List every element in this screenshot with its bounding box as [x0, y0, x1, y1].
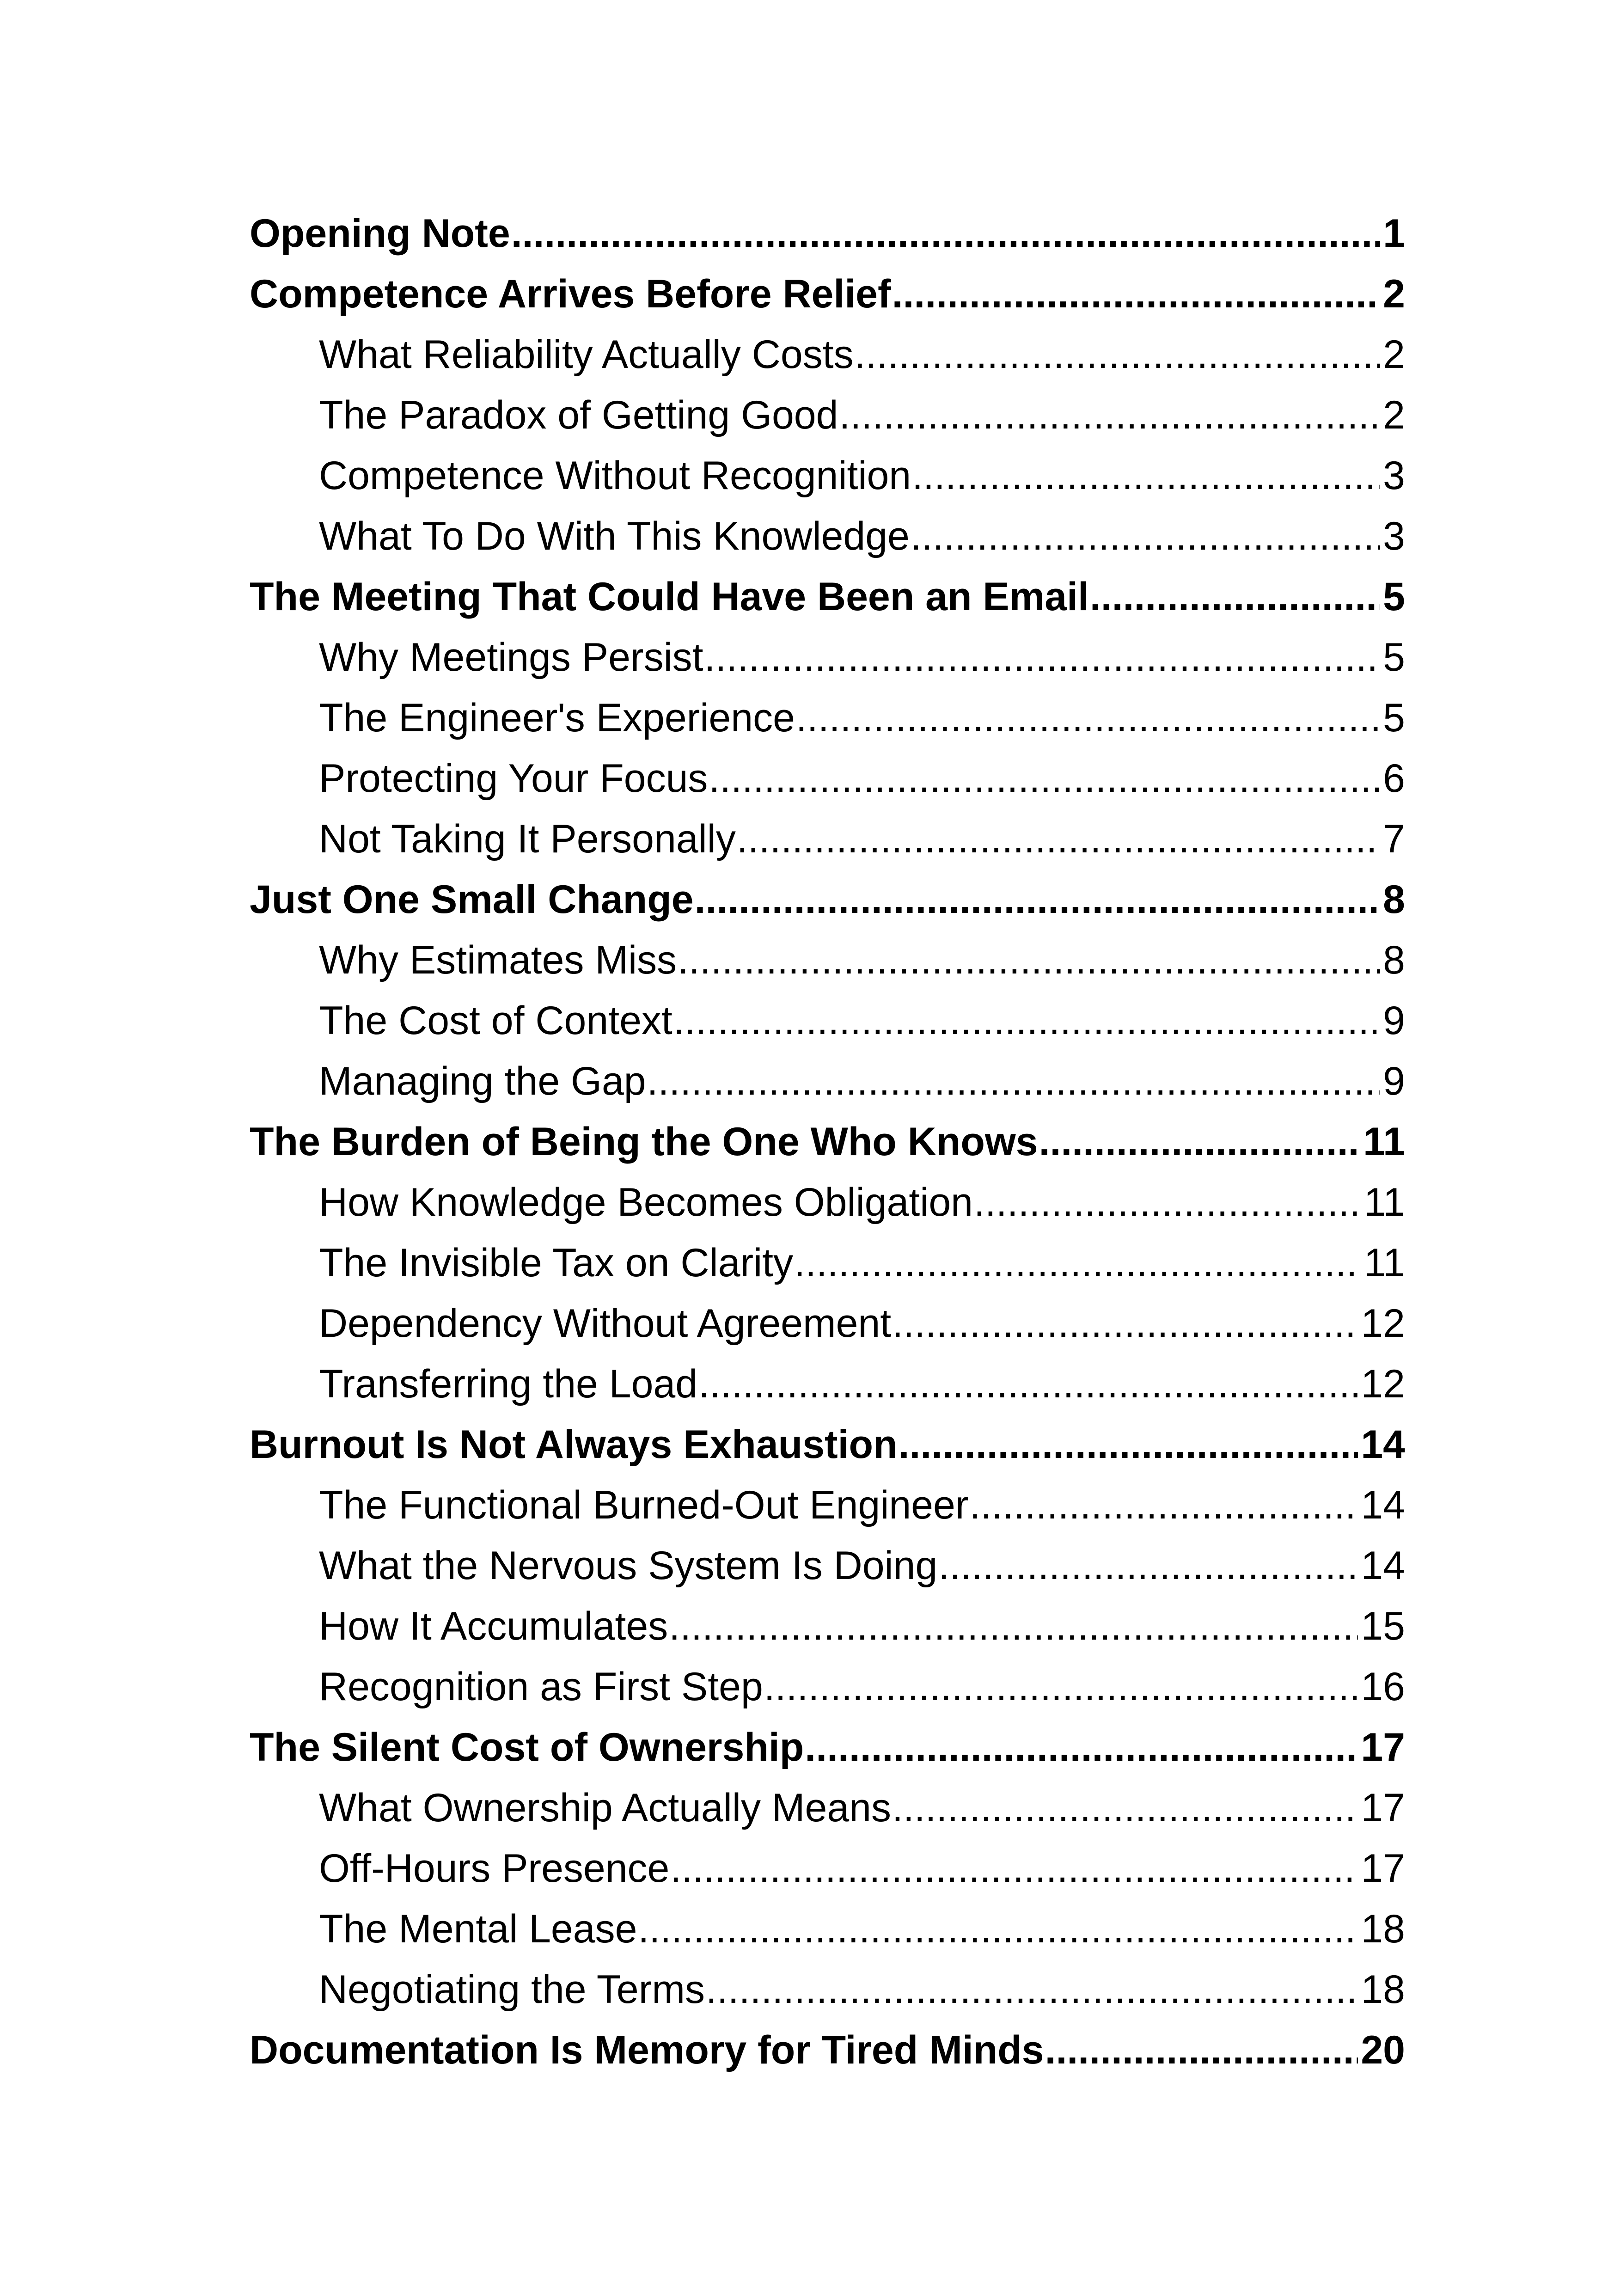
table-of-contents	[250, 203, 1405, 2081]
toc-dot-leader	[764, 1657, 1358, 1717]
toc-section-entry[interactable]	[250, 385, 1405, 446]
toc-dot-leader	[899, 1414, 1358, 1475]
toc-entry-title: The Meeting That Could Have Been an Email	[250, 575, 1089, 619]
toc-entry-title: The Functional Burned-Out Engineer	[319, 1483, 969, 1527]
toc-dot-leader	[1045, 2020, 1358, 2081]
toc-entry-page-number: 7	[1383, 817, 1405, 861]
toc-entry-page-number: 12	[1361, 1301, 1405, 1346]
toc-section-entry[interactable]	[250, 1959, 1405, 2020]
toc-dot-leader	[709, 748, 1380, 809]
toc-dot-leader	[704, 627, 1381, 688]
toc-section-entry[interactable]	[250, 1778, 1405, 1838]
toc-dot-leader	[938, 1536, 1358, 1596]
toc-section-entry[interactable]	[250, 1051, 1405, 1112]
toc-dot-leader	[678, 930, 1380, 991]
toc-chapter-entry[interactable]	[250, 203, 1405, 264]
toc-entry-title: Why Estimates Miss	[319, 938, 677, 982]
toc-section-entry[interactable]	[250, 446, 1405, 506]
toc-entry-page-number: 12	[1361, 1362, 1405, 1406]
toc-entry-page-number: 11	[1363, 1120, 1405, 1164]
toc-dot-leader	[892, 1293, 1358, 1354]
toc-entry-title: Opening Note	[250, 211, 510, 256]
toc-entry-page-number: 15	[1361, 1604, 1405, 1648]
toc-section-entry[interactable]	[250, 1657, 1405, 1717]
toc-entry-title: Competence Without Recognition	[319, 453, 911, 498]
toc-entry-page-number: 2	[1383, 332, 1405, 377]
toc-entry-title: Protecting Your Focus	[319, 756, 708, 801]
toc-entry-title: Negotiating the Terms	[319, 1967, 705, 2012]
toc-section-entry[interactable]	[250, 688, 1405, 748]
toc-section-entry[interactable]	[250, 1536, 1405, 1596]
toc-chapter-entry[interactable]	[250, 567, 1405, 627]
toc-dot-leader	[839, 385, 1380, 446]
toc-dot-leader	[511, 203, 1380, 264]
toc-dot-leader	[855, 325, 1381, 385]
toc-chapter-entry[interactable]	[250, 1414, 1405, 1475]
toc-entry-page-number: 18	[1361, 1967, 1405, 2012]
toc-entry-page-number: 3	[1383, 514, 1405, 558]
toc-entry-page-number: 11	[1363, 1241, 1405, 1285]
toc-entry-page-number: 1	[1383, 211, 1405, 256]
toc-section-entry[interactable]	[250, 1354, 1405, 1414]
toc-section-entry[interactable]	[250, 1838, 1405, 1899]
toc-entry-title: Managing the Gap	[319, 1059, 646, 1103]
toc-entry-page-number: 20	[1361, 2028, 1405, 2072]
toc-entry-page-number: 14	[1361, 1483, 1405, 1527]
toc-entry-title: The Silent Cost of Ownership	[250, 1725, 804, 1769]
toc-dot-leader	[1090, 567, 1380, 627]
toc-entry-page-number: 16	[1361, 1665, 1405, 1709]
toc-dot-leader	[912, 446, 1380, 506]
toc-entry-title: The Burden of Being the One Who Knows	[250, 1120, 1038, 1164]
toc-dot-leader	[969, 1475, 1358, 1536]
toc-entry-title: What Reliability Actually Costs	[319, 332, 854, 377]
toc-entry-title: Why Meetings Persist	[319, 635, 703, 680]
toc-entry-title: Competence Arrives Before Relief	[250, 272, 891, 316]
toc-dot-leader	[669, 1596, 1358, 1657]
toc-entry-title: How Knowledge Becomes Obligation	[319, 1180, 973, 1225]
toc-entry-title: The Paradox of Getting Good	[319, 393, 838, 437]
toc-entry-page-number: 5	[1383, 635, 1405, 680]
toc-section-entry[interactable]	[250, 506, 1405, 567]
toc-section-entry[interactable]	[250, 1475, 1405, 1536]
toc-entry-page-number: 17	[1361, 1786, 1405, 1830]
toc-chapter-entry[interactable]	[250, 1717, 1405, 1778]
toc-entry-title: What Ownership Actually Means	[319, 1786, 891, 1830]
toc-entry-page-number: 9	[1383, 998, 1405, 1043]
toc-entry-page-number: 5	[1383, 696, 1405, 740]
toc-entry-page-number: 8	[1383, 938, 1405, 982]
toc-entry-title: Dependency Without Agreement	[319, 1301, 892, 1346]
toc-dot-leader	[706, 1959, 1358, 2020]
toc-section-entry[interactable]	[250, 1172, 1405, 1233]
toc-entry-page-number: 6	[1383, 756, 1405, 801]
toc-entry-title: Transferring the Load	[319, 1362, 698, 1406]
toc-entry-page-number: 5	[1383, 575, 1405, 619]
toc-dot-leader	[647, 1051, 1381, 1112]
toc-dot-leader	[695, 869, 1381, 930]
toc-entry-title: Just One Small Change	[250, 877, 694, 922]
toc-entry-title: What the Nervous System Is Doing	[319, 1543, 938, 1588]
toc-section-entry[interactable]	[250, 1293, 1405, 1354]
toc-dot-leader	[892, 264, 1381, 325]
toc-entry-title: Recognition as First Step	[319, 1665, 763, 1709]
toc-section-entry[interactable]	[250, 748, 1405, 809]
toc-dot-leader	[805, 1717, 1358, 1778]
toc-chapter-entry[interactable]	[250, 869, 1405, 930]
toc-entry-title: What To Do With This Knowledge	[319, 514, 910, 558]
toc-entry-page-number: 3	[1383, 453, 1405, 498]
toc-dot-leader	[794, 1233, 1361, 1293]
toc-entry-title: The Mental Lease	[319, 1907, 637, 1951]
toc-section-entry[interactable]	[250, 1899, 1405, 1959]
toc-section-entry[interactable]	[250, 991, 1405, 1051]
toc-entry-title: The Cost of Context	[319, 998, 672, 1043]
toc-dot-leader	[1039, 1112, 1360, 1172]
toc-chapter-entry[interactable]	[250, 1112, 1405, 1172]
toc-entry-page-number: 2	[1383, 272, 1405, 316]
toc-section-entry[interactable]	[250, 1596, 1405, 1657]
toc-entry-title: Off-Hours Presence	[319, 1846, 670, 1891]
toc-section-entry[interactable]	[250, 930, 1405, 991]
toc-chapter-entry[interactable]	[250, 2020, 1405, 2081]
toc-entry-page-number: 17	[1361, 1725, 1405, 1769]
toc-entry-title: Documentation Is Memory for Tired Minds	[250, 2028, 1044, 2072]
toc-dot-leader	[737, 809, 1380, 869]
toc-entry-title: How It Accumulates	[319, 1604, 668, 1648]
toc-section-entry[interactable]	[250, 1233, 1405, 1293]
toc-entry-page-number: 17	[1361, 1846, 1405, 1891]
toc-dot-leader	[796, 688, 1380, 748]
toc-dot-leader	[673, 991, 1380, 1051]
toc-dot-leader	[974, 1172, 1361, 1233]
toc-entry-page-number: 8	[1383, 877, 1405, 922]
toc-entry-title: Not Taking It Personally	[319, 817, 736, 861]
toc-dot-leader	[638, 1899, 1358, 1959]
toc-entry-title: The Engineer's Experience	[319, 696, 795, 740]
toc-dot-leader	[670, 1838, 1358, 1899]
toc-entry-page-number: 14	[1361, 1422, 1405, 1467]
toc-entry-page-number: 2	[1383, 393, 1405, 437]
toc-dot-leader	[911, 506, 1380, 567]
toc-entry-title: Burnout Is Not Always Exhaustion	[250, 1422, 898, 1467]
toc-entry-page-number: 11	[1363, 1180, 1405, 1225]
toc-entry-page-number: 9	[1383, 1059, 1405, 1103]
toc-entry-page-number: 18	[1361, 1907, 1405, 1951]
toc-entry-title: The Invisible Tax on Clarity	[319, 1241, 794, 1285]
toc-dot-leader	[892, 1778, 1358, 1838]
toc-chapter-entry[interactable]	[250, 264, 1405, 325]
toc-section-entry[interactable]	[250, 325, 1405, 385]
toc-section-entry[interactable]	[250, 627, 1405, 688]
toc-section-entry[interactable]	[250, 809, 1405, 869]
toc-dot-leader	[698, 1354, 1358, 1414]
toc-entry-page-number: 14	[1361, 1543, 1405, 1588]
